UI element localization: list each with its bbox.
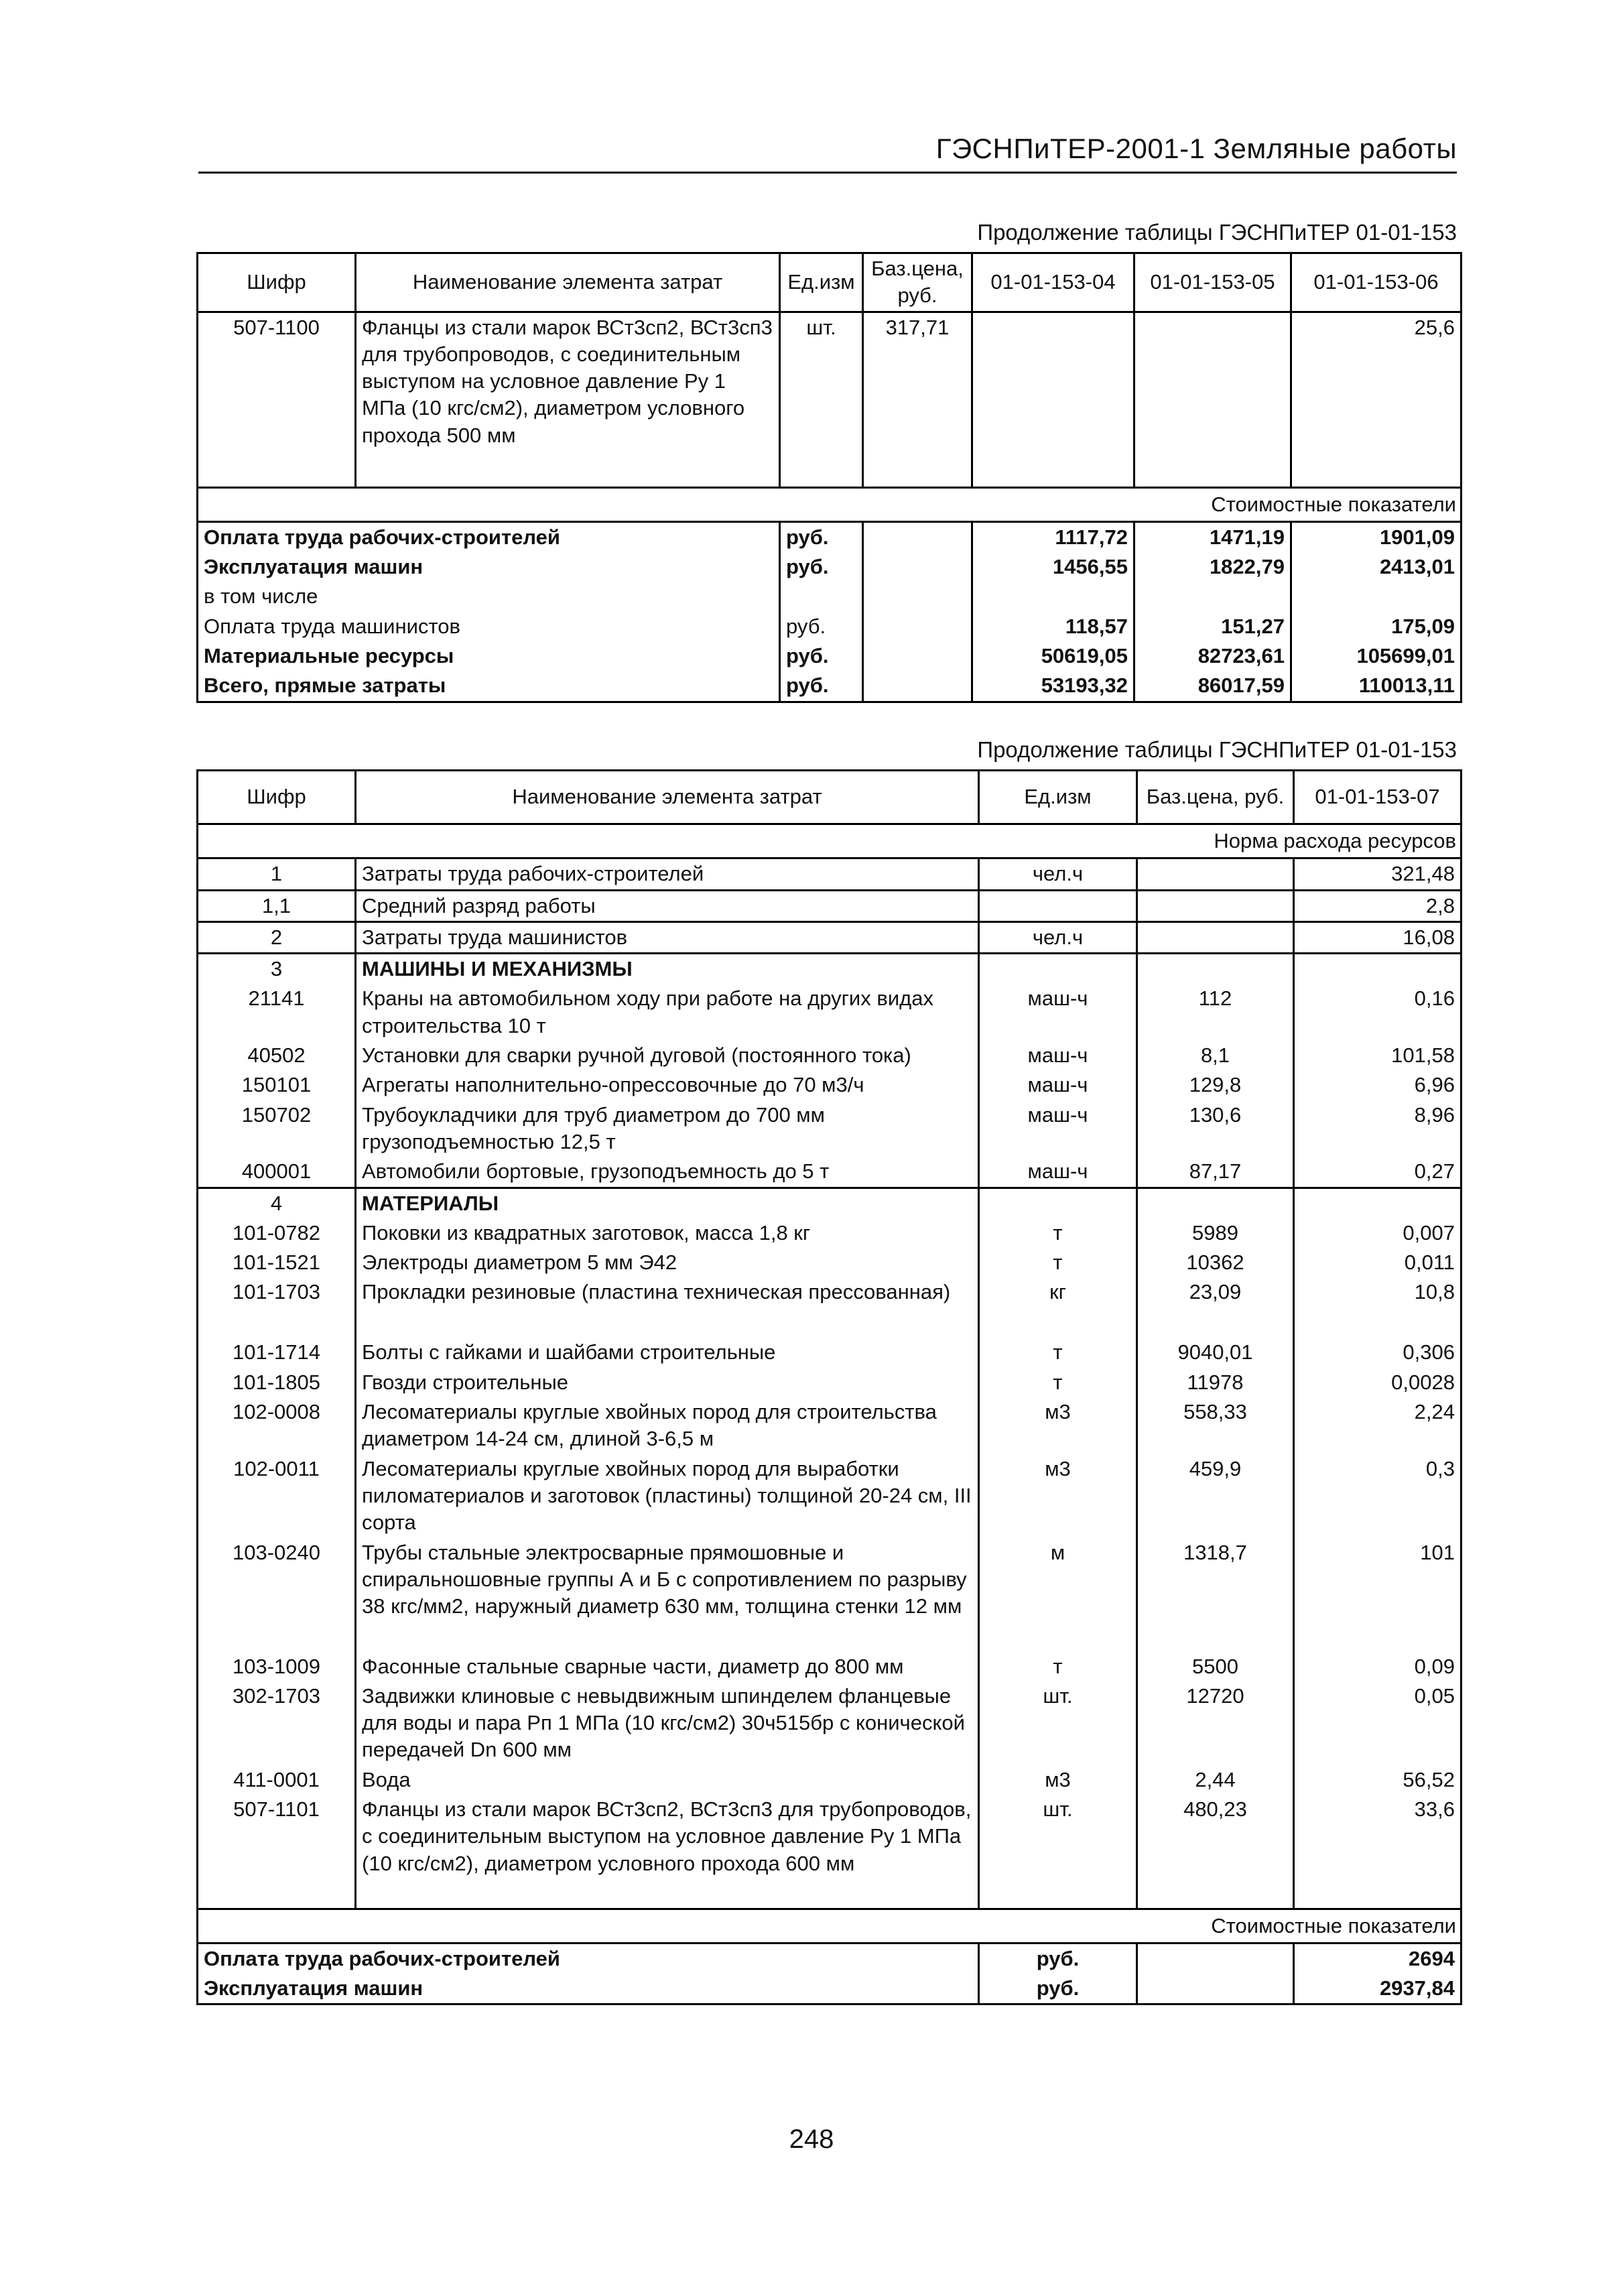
row-value-07: 2,24 xyxy=(1294,1397,1462,1454)
row-code: 101-1703 xyxy=(198,1277,356,1338)
cost-row-price xyxy=(863,521,972,552)
cost-row xyxy=(198,521,1462,552)
row-price xyxy=(1137,921,1294,953)
row-name: Автомобили бортовые, грузоподъемность до 5 т xyxy=(356,1157,979,1188)
row-name: Фланцы из стали марок ВСт3сп2, ВСт3сп3 для трубопроводов, с соединительным выступом на условное давление Ру 1 МПа (10 кгс/см2), диаметром условного прохода 600 мм xyxy=(356,1795,979,1909)
row-name: Болты с гайками и шайбами строительные xyxy=(356,1338,979,1367)
row-value-07 xyxy=(1294,954,1462,984)
row-value-07: 0,16 xyxy=(1294,984,1462,1041)
t2-col-07: 01-01-153-07 xyxy=(1294,771,1462,824)
row-price: 480,23 xyxy=(1137,1795,1294,1909)
cost-row-value-05: 151,27 xyxy=(1134,612,1291,641)
row-price: 11978 xyxy=(1137,1368,1294,1397)
row-unit: маш-ч xyxy=(979,984,1137,1041)
t1-col-price: Баз.цена, руб. xyxy=(863,253,972,312)
row-code: 150702 xyxy=(198,1100,356,1157)
row-name: Установки для сварки ручной дуговой (постоянного тока) xyxy=(356,1041,979,1070)
table-row xyxy=(198,1070,1462,1100)
row-name: Агрегаты наполнительно-опрессовочные до 70 м3/ч xyxy=(356,1070,979,1100)
row-code: 40502 xyxy=(198,1041,356,1070)
cost-row-value-06: 175,09 xyxy=(1291,612,1462,641)
cost-row-value-05: 1471,19 xyxy=(1134,521,1291,552)
row-value-07: 56,52 xyxy=(1294,1765,1462,1795)
cost-row xyxy=(198,1974,1462,2004)
row-price: 8,1 xyxy=(1137,1041,1294,1070)
row-unit: маш-ч xyxy=(979,1041,1137,1070)
t2-cost-section-label: Стоимостные показатели xyxy=(198,1909,1462,1943)
table-row xyxy=(198,1188,1462,1218)
row-price: 317,71 xyxy=(863,312,972,487)
row-price: 5500 xyxy=(1137,1652,1294,1681)
row-value-07: 10,8 xyxy=(1294,1277,1462,1338)
row-unit: т xyxy=(979,1652,1137,1681)
cost-row-unit xyxy=(780,582,863,611)
row-code: 101-1714 xyxy=(198,1338,356,1367)
table-row xyxy=(198,1338,1462,1367)
table-row xyxy=(198,1248,1462,1277)
row-unit xyxy=(979,954,1137,984)
row-name: Затраты труда машинистов xyxy=(356,921,979,953)
row-unit: шт. xyxy=(979,1795,1137,1909)
t1-col-04: 01-01-153-04 xyxy=(972,253,1134,312)
row-price xyxy=(1137,1188,1294,1218)
cost-row xyxy=(198,582,1462,611)
row-unit: м3 xyxy=(979,1397,1137,1454)
cost-row-price xyxy=(863,671,972,702)
row-price: 23,09 xyxy=(1137,1277,1294,1338)
cost-row-value-07: 2694 xyxy=(1294,1943,1462,1974)
row-code: 103-1009 xyxy=(198,1652,356,1681)
t1-col-code: Шифр xyxy=(198,253,356,312)
cost-row-value-06: 1901,09 xyxy=(1291,521,1462,552)
row-value-07: 0,09 xyxy=(1294,1652,1462,1681)
row-price: 112 xyxy=(1137,984,1294,1041)
row-unit xyxy=(979,1188,1137,1218)
cost-row xyxy=(198,641,1462,671)
t1-col-05: 01-01-153-05 xyxy=(1134,253,1291,312)
row-code: 411-0001 xyxy=(198,1765,356,1795)
row-code: 400001 xyxy=(198,1157,356,1188)
cost-row-value-06: 110013,11 xyxy=(1291,671,1462,702)
cost-row-value-04: 1117,72 xyxy=(972,521,1134,552)
cost-row-name: Эксплуатация машин xyxy=(198,1974,979,2004)
cost-row-value-06: 2413,01 xyxy=(1291,552,1462,582)
row-name: Краны на автомобильном ходу при работе на других видах строительства 10 т xyxy=(356,984,979,1041)
row-value-07: 321,48 xyxy=(1294,858,1462,890)
row-value-07: 101 xyxy=(1294,1538,1462,1652)
row-unit: шт. xyxy=(780,312,863,487)
row-unit: т xyxy=(979,1218,1137,1248)
row-code: 1,1 xyxy=(198,890,356,921)
row-unit: маш-ч xyxy=(979,1070,1137,1100)
cost-row-price xyxy=(863,641,972,671)
row-price: 459,9 xyxy=(1137,1454,1294,1538)
row-name: Прокладки резиновые (пластина техническая прессованная) xyxy=(356,1277,979,1338)
row-name: Задвижки клиновые с невыдвижным шпинделем фланцевые для воды и пара Рп 1 МПа (10 кгс/см2) 30ч515бр с конической передачей Dn 600 мм xyxy=(356,1681,979,1765)
table-row xyxy=(198,1681,1462,1765)
row-value-07: 2,8 xyxy=(1294,890,1462,921)
row-name: МАШИНЫ И МЕХАНИЗМЫ xyxy=(356,954,979,984)
row-value-07: 16,08 xyxy=(1294,921,1462,953)
cost-row-value-04: 1456,55 xyxy=(972,552,1134,582)
row-code: 2 xyxy=(198,921,356,953)
cost-row xyxy=(198,612,1462,641)
cost-row-price xyxy=(1137,1974,1294,2004)
cost-row-name: в том числе xyxy=(198,582,780,611)
t2-col-unit: Ед.изм xyxy=(979,771,1137,824)
cost-row-value-05: 1822,79 xyxy=(1134,552,1291,582)
row-code: 1 xyxy=(198,858,356,890)
table-row xyxy=(198,890,1462,921)
cost-row-value-05: 86017,59 xyxy=(1134,671,1291,702)
row-price xyxy=(1137,890,1294,921)
cost-row-value-04: 50619,05 xyxy=(972,641,1134,671)
t2-norm-label: Норма расхода ресурсов xyxy=(198,824,1462,858)
row-unit: маш-ч xyxy=(979,1157,1137,1188)
row-price xyxy=(1137,954,1294,984)
row-unit: кг xyxy=(979,1277,1137,1338)
row-name: Лесоматериалы круглые хвойных пород для строительства диаметром 14-24 см, длиной 3-6,5 м xyxy=(356,1397,979,1454)
row-price: 129,8 xyxy=(1137,1070,1294,1100)
cost-row-unit: руб. xyxy=(780,641,863,671)
row-unit: м3 xyxy=(979,1454,1137,1538)
table-row xyxy=(198,984,1462,1041)
row-price: 5989 xyxy=(1137,1218,1294,1248)
row-price: 2,44 xyxy=(1137,1765,1294,1795)
table-row xyxy=(198,1765,1462,1795)
cost-row-value-06: 105699,01 xyxy=(1291,641,1462,671)
t1-col-name: Наименование элемента затрат xyxy=(356,253,780,312)
table-row xyxy=(198,1100,1462,1157)
row-value-07: 8,96 xyxy=(1294,1100,1462,1157)
cost-row-value-04 xyxy=(972,582,1134,611)
row-name: Трубоукладчики для труб диаметром до 700 мм грузоподъемностью 12,5 т xyxy=(356,1100,979,1157)
t2-col-code: Шифр xyxy=(198,771,356,824)
row-code: 101-1805 xyxy=(198,1368,356,1397)
cost-row-value-05 xyxy=(1134,582,1291,611)
cost-row-unit: руб. xyxy=(780,521,863,552)
row-unit: чел.ч xyxy=(979,921,1137,953)
cost-row xyxy=(198,1943,1462,1974)
row-price: 10362 xyxy=(1137,1248,1294,1277)
row-value-04 xyxy=(972,312,1134,487)
cost-row-unit: руб. xyxy=(780,671,863,702)
row-name: Гвозди строительные xyxy=(356,1368,979,1397)
cost-row-price xyxy=(1137,1943,1294,1974)
row-name: Фланцы из стали марок ВСт3сп2, ВСт3сп3 для трубопроводов, с соединительным выступом на условное давление Ру 1 МПа (10 кгс/см2), диаметром условного прохода 500 мм xyxy=(356,312,780,487)
row-value-07: 0,007 xyxy=(1294,1218,1462,1248)
row-code: 3 xyxy=(198,954,356,984)
row-price: 558,33 xyxy=(1137,1397,1294,1454)
document-header-title: ГЭСНПиТЕР-2001-1 Земляные работы xyxy=(935,133,1457,164)
cost-row-price xyxy=(863,612,972,641)
cost-row-value-06 xyxy=(1291,582,1462,611)
table-row xyxy=(198,1277,1462,1338)
row-name: Фасонные стальные сварные части, диаметр до 800 мм xyxy=(356,1652,979,1681)
row-value-07: 0,3 xyxy=(1294,1454,1462,1538)
row-code: 102-0008 xyxy=(198,1397,356,1454)
row-name: Вода xyxy=(356,1765,979,1795)
row-value-07: 0,306 xyxy=(1294,1338,1462,1367)
table-row xyxy=(198,1538,1462,1652)
table-row xyxy=(198,1795,1462,1909)
row-code: 101-0782 xyxy=(198,1218,356,1248)
row-code: 21141 xyxy=(198,984,356,1041)
t1-col-unit: Ед.изм xyxy=(780,253,863,312)
t2-col-price: Баз.цена, руб. xyxy=(1137,771,1294,824)
row-unit: м3 xyxy=(979,1765,1137,1795)
row-value-07: 6,96 xyxy=(1294,1070,1462,1100)
row-price xyxy=(1137,858,1294,890)
row-name: Трубы стальные электросварные прямошовные и спиральношовные группы А и Б с сопротивлением по разрыву 38 кгс/мм2, наружный диаметр 630 мм, толщина стенки 12 мм xyxy=(356,1538,979,1652)
cost-row-unit: руб. xyxy=(979,1974,1137,2004)
row-code: 507-1101 xyxy=(198,1795,356,1909)
cost-row-price xyxy=(863,552,972,582)
row-code: 102-0011 xyxy=(198,1454,356,1538)
cost-row xyxy=(198,552,1462,582)
table-row xyxy=(198,1652,1462,1681)
table-row xyxy=(198,1218,1462,1248)
row-unit: маш-ч xyxy=(979,1100,1137,1157)
cost-row-name: Материальные ресурсы xyxy=(198,641,780,671)
row-name: Поковки из квадратных заготовок, масса 1,8 кг xyxy=(356,1218,979,1248)
cost-row-name: Всего, прямые затраты xyxy=(198,671,780,702)
table-row xyxy=(198,858,1462,890)
row-price: 130,6 xyxy=(1137,1100,1294,1157)
cost-row-name: Оплата труда рабочих-строителей xyxy=(198,521,780,552)
row-value-05 xyxy=(1134,312,1291,487)
row-name: Лесоматериалы круглые хвойных пород для выработки пиломатериалов и заготовок (пластины) толщиной 20-24 см, III сорта xyxy=(356,1454,979,1538)
t1-cost-section-label: Стоимостные показатели xyxy=(198,487,1462,521)
row-code: 101-1521 xyxy=(198,1248,356,1277)
cost-row-name: Эксплуатация машин xyxy=(198,552,780,582)
cost-row-value-04: 53193,32 xyxy=(972,671,1134,702)
table2 xyxy=(196,769,1462,2005)
row-value-07: 0,27 xyxy=(1294,1157,1462,1188)
row-value-07 xyxy=(1294,1188,1462,1218)
cost-row-price xyxy=(863,582,972,611)
cost-row-unit: руб. xyxy=(780,552,863,582)
row-price: 12720 xyxy=(1137,1681,1294,1765)
table-row xyxy=(198,1368,1462,1397)
row-price: 9040,01 xyxy=(1137,1338,1294,1367)
table-row xyxy=(198,1157,1462,1188)
cost-row-value-05: 82723,61 xyxy=(1134,641,1291,671)
cost-row-unit: руб. xyxy=(979,1943,1137,1974)
row-price: 87,17 xyxy=(1137,1157,1294,1188)
table-row xyxy=(198,1041,1462,1070)
row-value-06: 25,6 xyxy=(1291,312,1462,487)
row-unit xyxy=(979,890,1137,921)
cost-row-name: Оплата труда рабочих-строителей xyxy=(198,1943,979,1974)
row-value-07: 0,011 xyxy=(1294,1248,1462,1277)
row-code: 507-1100 xyxy=(198,312,356,487)
row-name: Затраты труда рабочих-строителей xyxy=(356,858,979,890)
row-code: 103-0240 xyxy=(198,1538,356,1652)
row-code: 4 xyxy=(198,1188,356,1218)
table-row xyxy=(198,312,1462,487)
table1 xyxy=(196,252,1462,703)
row-value-07: 0,0028 xyxy=(1294,1368,1462,1397)
cost-row-value-07: 2937,84 xyxy=(1294,1974,1462,2004)
page-number: 248 xyxy=(789,2124,834,2154)
row-name: Электроды диаметром 5 мм Э42 xyxy=(356,1248,979,1277)
row-unit: т xyxy=(979,1248,1137,1277)
cost-row-name: Оплата труда машинистов xyxy=(198,612,780,641)
row-value-07: 33,6 xyxy=(1294,1795,1462,1909)
cost-row-value-04: 118,57 xyxy=(972,612,1134,641)
table2-caption: Продолжение таблицы ГЭСНПиТЕР 01-01-153 xyxy=(977,737,1457,762)
row-unit: м xyxy=(979,1538,1137,1652)
table1-caption: Продолжение таблицы ГЭСНПиТЕР 01-01-153 xyxy=(977,220,1457,245)
cost-row-unit: руб. xyxy=(780,612,863,641)
row-price: 1318,7 xyxy=(1137,1538,1294,1652)
t2-col-name: Наименование элемента затрат xyxy=(356,771,979,824)
row-unit: т xyxy=(979,1338,1137,1367)
row-unit: т xyxy=(979,1368,1137,1397)
row-name: МАТЕРИАЛЫ xyxy=(356,1188,979,1218)
t1-col-06: 01-01-153-06 xyxy=(1291,253,1462,312)
row-code: 150101 xyxy=(198,1070,356,1100)
cost-row xyxy=(198,671,1462,702)
header-rule xyxy=(198,172,1457,174)
table-row xyxy=(198,1454,1462,1538)
row-unit: чел.ч xyxy=(979,858,1137,890)
row-value-07: 101,58 xyxy=(1294,1041,1462,1070)
table-row xyxy=(198,954,1462,984)
row-value-07: 0,05 xyxy=(1294,1681,1462,1765)
table-row xyxy=(198,1397,1462,1454)
row-code: 302-1703 xyxy=(198,1681,356,1765)
row-unit: шт. xyxy=(979,1681,1137,1765)
row-name: Средний разряд работы xyxy=(356,890,979,921)
table-row xyxy=(198,921,1462,953)
